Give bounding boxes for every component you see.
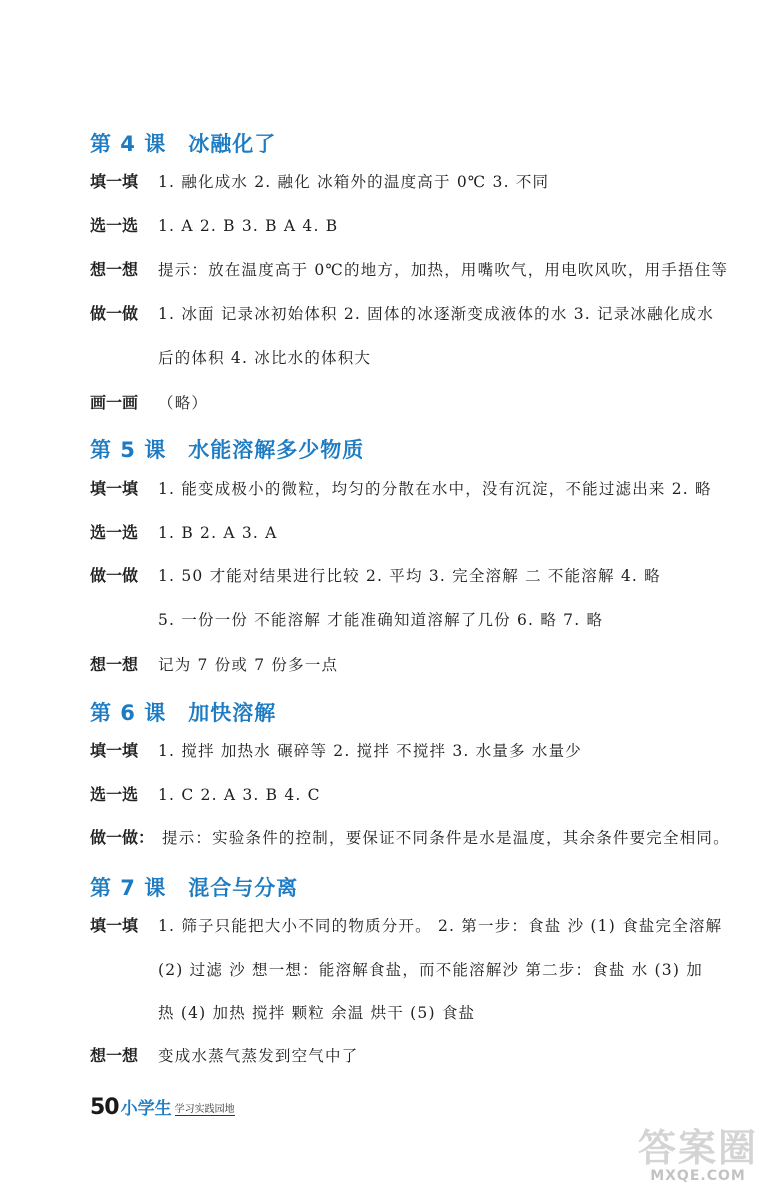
lesson7-number: 第 7 课	[90, 876, 167, 900]
lesson4-do-row	[90, 304, 714, 324]
lesson7-think-answer: 变成水蒸气蒸发到空气中了	[158, 1047, 359, 1065]
fill-label: 填一填	[90, 172, 139, 191]
watermark-logo: 答案圈	[637, 1126, 758, 1170]
lesson4-draw-row	[90, 393, 208, 413]
choose-label: 选一选	[90, 523, 139, 542]
page-footer	[90, 1094, 235, 1120]
lesson6-number: 第 6 课	[90, 701, 167, 725]
do-label: 做一做	[90, 304, 139, 323]
lesson4-do-answer-line2: 后的体积 4. 冰比水的体积大	[158, 349, 372, 367]
lesson6-do-row	[90, 828, 730, 848]
choose-label: 选一选	[90, 785, 139, 804]
lesson6-choose-row	[90, 785, 321, 805]
choose-label: 选一选	[90, 216, 139, 235]
lesson4-draw-answer: （略）	[158, 394, 209, 412]
lesson5-do-row	[90, 566, 661, 586]
think-label: 想一想	[90, 1046, 139, 1065]
lesson4-fill-row	[90, 172, 549, 192]
lesson4-choose-row	[90, 216, 338, 236]
lesson4-choose-answer: 1. A 2. B 3. B A 4. B	[158, 217, 339, 235]
lesson7-fill-answer-line2: (2) 过滤 沙 想一想：能溶解食盐，而不能溶解沙 第二步：食盐 水 (3) 加	[158, 961, 703, 979]
lesson5-do-answer-line2: 5. 一份一份 不能溶解 才能准确知道溶解了几份 6. 略 7. 略	[158, 611, 604, 629]
do-label: 做一做：	[90, 828, 155, 847]
lesson5-title: 水能溶解多少物质	[188, 438, 365, 462]
lesson4-do-answer-line1: 1. 冰面 记录冰初始体积 2. 固体的冰逐渐变成液体的水 3. 记录冰融化成水	[158, 305, 714, 323]
lesson4-think-answer: 提示：放在温度高于 0℃的地方，加热，用嘴吹气，用电吹风吹，用手捂住等	[158, 261, 729, 279]
lesson7-heading	[90, 872, 298, 902]
fill-label: 填一填	[90, 741, 139, 760]
brand-subtitle: 学习实践园地	[175, 1100, 235, 1116]
think-label: 想一想	[90, 260, 139, 279]
lesson6-fill-row	[90, 741, 582, 761]
do-label: 做一做	[90, 566, 139, 585]
lesson5-fill-row	[90, 479, 712, 499]
lesson5-think-answer: 记为 7 份或 7 份多一点	[158, 656, 339, 674]
lesson5-fill-answer: 1. 能变成极小的微粒，均匀的分散在水中，没有沉淀，不能过滤出来 2. 略	[158, 480, 712, 498]
lesson5-number: 第 5 课	[90, 438, 167, 462]
lesson6-choose-answer: 1. C 2. A 3. B 4. C	[158, 786, 321, 804]
lesson5-choose-answer: 1. B 2. A 3. A	[158, 524, 278, 542]
lesson4-number: 第 4 课	[90, 132, 167, 156]
watermark-url: MXQE.COM	[650, 1168, 746, 1184]
page-number: 50	[90, 1095, 119, 1120]
lesson4-think-row	[90, 260, 728, 280]
lesson4-heading	[90, 128, 276, 158]
brand-name: 小学生	[120, 1099, 172, 1119]
lesson5-choose-row	[90, 523, 278, 543]
draw-label: 画一画	[90, 393, 139, 412]
lesson4-fill-answer: 1. 融化成水 2. 融化 冰箱外的温度高于 0℃ 3. 不同	[158, 173, 550, 191]
think-label: 想一想	[90, 655, 139, 674]
lesson7-fill-row	[90, 916, 722, 936]
lesson7-title: 混合与分离	[188, 876, 299, 900]
lesson7-fill-answer-line1: 1. 筛子只能把大小不同的物质分开。 2. 第一步：食盐 沙 (1) 食盐完全溶解	[158, 917, 723, 935]
fill-label: 填一填	[90, 916, 139, 935]
watermark	[628, 1128, 768, 1188]
lesson5-do-answer-line1: 1. 50 才能对结果进行比较 2. 平均 3. 完全溶解 二 不能溶解 4. 略	[158, 567, 661, 585]
lesson5-think-row	[90, 655, 338, 675]
lesson7-think-row	[90, 1046, 358, 1066]
fill-label: 填一填	[90, 479, 139, 498]
lesson4-title: 冰融化了	[188, 132, 277, 156]
lesson5-heading	[90, 434, 364, 464]
lesson6-title: 加快溶解	[188, 701, 277, 725]
lesson7-fill-answer-line3: 热 (4) 加热 搅拌 颗粒 余温 烘干 (5) 食盐	[158, 1004, 476, 1022]
lesson6-heading	[90, 697, 276, 727]
lesson6-fill-answer: 1. 搅拌 加热水 碾碎等 2. 搅拌 不搅拌 3. 水量多 水量少	[158, 742, 583, 760]
lesson6-do-answer: 提示：实验条件的控制，要保证不同条件是水是温度，其余条件要完全相同。	[162, 829, 730, 847]
